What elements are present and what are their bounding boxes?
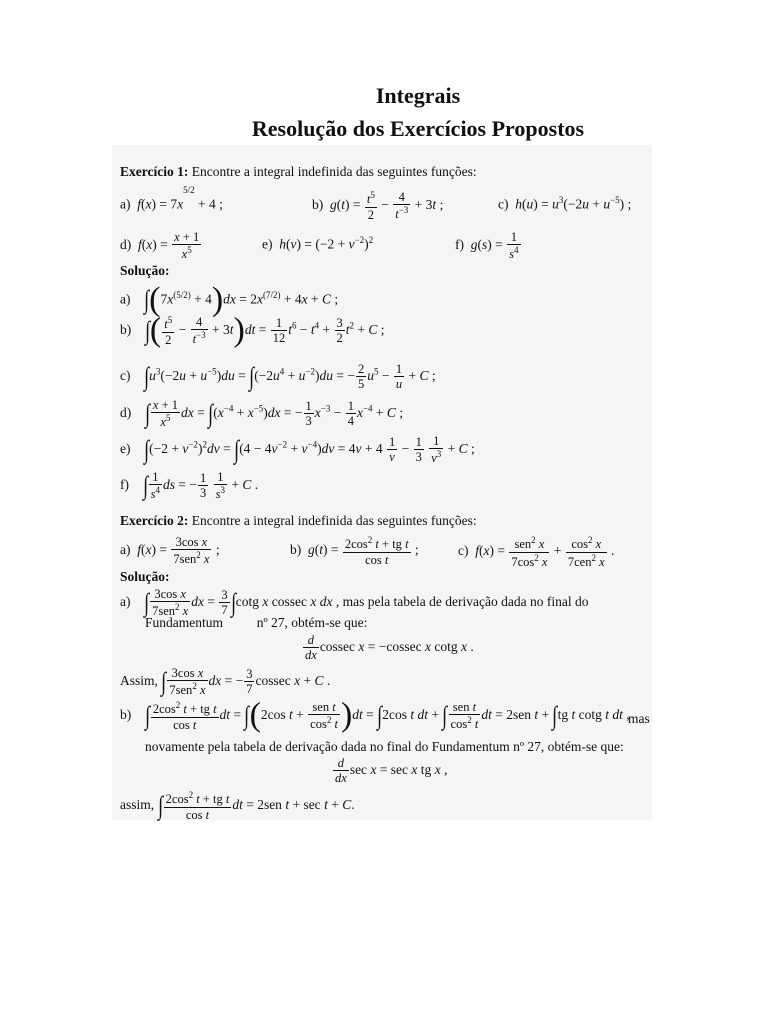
exercise-1-label: Exercício 1: [120, 164, 189, 179]
exercise-1-prompt: Encontre a integral indefinida das seguintes funções: [191, 164, 477, 179]
assim-label: Assim, [120, 673, 158, 689]
item-label: b) [290, 542, 302, 558]
ex2-derivative-cossec: $\frac{d}{dx}$ cossec x = −cossec x cotg x . [305, 633, 474, 663]
item-label: a) [120, 291, 131, 307]
ex2-assim-a: Assim, ∫ $\frac{\text{3cos x}}{7sen^2 x}$ dx = − $\frac{3}{7}$ cossec x + C . [120, 666, 331, 698]
ex1-item-e: e) $h(v) = (-2 + v^{-2})^2$ [262, 235, 374, 252]
item-label: b) [120, 707, 132, 723]
item-label: e) [120, 441, 131, 457]
item-label: d) [120, 237, 132, 253]
ex1-solution-f: f) ∫ $\frac{1}{s^4}$ ds = − $\frac{1}{3}$ $\frac{1}{s^3}$ + C . [120, 470, 259, 502]
ex2-solution-a: a) ∫ $\frac{\text{3cos x}}{7sen^2 x}$ dx = $\frac{3}{7}$ ∫cotg x cossec x dx , mas pela tabela de derivação dada no final do [120, 587, 589, 619]
item-label: a) [120, 594, 131, 610]
ex1-item-f: f) g(s) = $\frac{1}{s^4}$ [455, 230, 519, 262]
exercise-2-label: Exercício 2: [120, 513, 189, 528]
ex1-solution-a: a) $\int(7x^{(5/2)} + 4)dx = 2x^{(7/2)} + 4x + C$ ; [120, 281, 339, 318]
ex1-solution-e: e) $\int(-2 + v^{-2})^2dv = \int(4 - 4v^{-2} + v^{-4})dv = 4v + 4$ $\frac{1}{v}$ − $\frac{1}{3}$ $\frac{1}{v^3}$ + C ; [120, 434, 475, 466]
ex1-item-b: b) g(t) = $\frac{t^5}{2}$ − $\frac{4}{t^{-3}}$ + 3t ; [312, 190, 444, 222]
ex2-b-paragraph: novamente pela tabela de derivação dada no final do Fundamentum nº 27, obtém-se que: [145, 739, 624, 754]
exercise-2-prompt: Encontre a integral indefinida das seguintes funções: [191, 513, 477, 528]
ex2-assim-b: assim, ∫ $\frac{2\cos^2 t + tg t}{\text{cos t}}$ dt = 2sen t + sec t + C. [120, 790, 355, 822]
assim-label: assim, [120, 797, 155, 813]
exercise-2-heading [120, 514, 477, 528]
item-label: c) [120, 367, 131, 383]
ex2-solution-label [120, 570, 170, 584]
ex2-derivative-sec: $\frac{d}{dx}$ sec x = sec x tg x , [335, 756, 448, 786]
item-label: e) [262, 236, 273, 252]
ex2-item-b: b) g(t) = $\frac{2\cos^2 t + tg t}{\text{cos t}}$ ; [290, 535, 419, 567]
ex2-b-mas [628, 712, 650, 726]
item-label: a) [120, 542, 131, 558]
ex2-a-text-line-2 [145, 616, 367, 630]
ex1-solution-c: c) $\int u^3(-2u + u^{-5})du = \int(-2u^4 + u^{-2})du$ = − $\frac{2}{5}$ $u^5$ − $\frac{1}{u}$ + C ; [120, 361, 436, 392]
item-label: a) [120, 196, 131, 212]
ex1-solution-label [120, 264, 170, 278]
ex2-item-c: c) f(x) = $\frac{sen^2 x}{7\cos^2 x}$ + $\frac{\cos^2 x}{7cen^2 x}$ . [458, 535, 615, 569]
ex2-a-text-3: nº 27, obtém-se que: [256, 615, 368, 630]
ex2-item-a: a) f(x) = $\frac{\text{3cos x}}{7sen^2 x}$ ; [120, 535, 220, 567]
ex1-solution-b: b) ∫( $\frac{t^5}{2}$ − $\frac{4}{t^{-3}}$ + 3t)dt = $\frac{1}{12}$ $t^6 - t^4$ + $\frac{3}{2}$ $t^2 + C$ ; [120, 311, 385, 349]
ex2-a-text-1: , mas pela tabela de derivação dada no final do [335, 594, 589, 610]
solution-label: Solução: [120, 263, 170, 278]
ex2-solution-b: b) ∫ $\frac{2\cos^2 t + tg t}{\text{cos t}}$ dt = ∫(2cos t + $\frac{\text{sen t}}{\cos^2 t}$ )dt = ∫2cos t dt + ∫ $\frac{\text{sen t}}{\cos^2 t}$ dt = 2sen t + ∫tg t cotg t dt , [120, 696, 630, 734]
item-label: b) [312, 197, 324, 213]
item-label: b) [120, 322, 132, 338]
ex1-item-d: d) f(x) = $\frac{x + 1}{x^5}$ [120, 230, 200, 262]
ex1-item-c: c) $h(u) = u^3(-2u + u^{-5})$ ; [498, 195, 632, 212]
item-label: f) [455, 237, 464, 253]
page-title: Integrais [375, 83, 461, 108]
item-label: f) [120, 477, 129, 493]
ex2-b-text [145, 740, 624, 754]
solution-label: Solução: [120, 569, 170, 584]
item-label: d) [120, 405, 132, 421]
ex1-item-a: a) $f(x) = 7x^{5/2} + 4$ ; [120, 185, 223, 212]
page-subtitle: Resolução dos Exercícios Propostos [251, 116, 585, 141]
item-label: c) [498, 196, 509, 212]
ex2-a-text-2: Fundamentum [145, 615, 223, 630]
ex1-solution-d: d) ∫ $\frac{x + 1}{x^5}$ dx = $\int(x^{-4} + x^{-5})dx$ = − $\frac{1}{3}$ $x^{-3}$ − $\frac{1}{4}$ $x^{-4} + C$ ; [120, 398, 404, 430]
exercise-1-heading [120, 165, 477, 179]
item-label: c) [458, 543, 469, 559]
mas-text: mas [628, 711, 650, 726]
